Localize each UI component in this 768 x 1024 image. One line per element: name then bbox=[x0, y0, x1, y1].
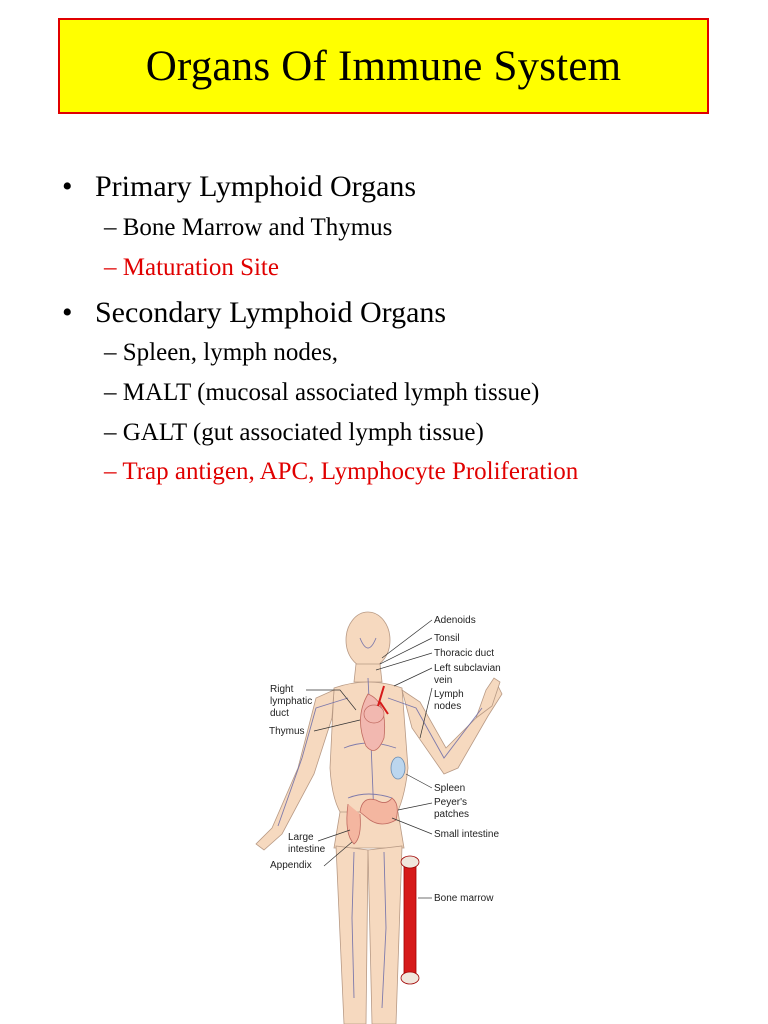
label-right-lymphatic: Right bbox=[270, 684, 294, 695]
sub-item-text: Bone Marrow and Thymus bbox=[122, 214, 393, 241]
sub-item-text: Trap antigen, APC, Lymphocyte Proliferation bbox=[122, 458, 579, 485]
label-left-subclavian: Left subclavian bbox=[434, 663, 501, 674]
sub-item bbox=[104, 379, 539, 407]
label-tonsil: Tonsil bbox=[434, 633, 460, 644]
dash-marker: – bbox=[104, 379, 117, 406]
dash-marker: – bbox=[104, 339, 117, 366]
bullet-secondary-text: Secondary Lymphoid Organs bbox=[95, 296, 447, 329]
page-title: Organs Of Immune System bbox=[145, 42, 622, 90]
bullet-primary bbox=[62, 170, 416, 204]
sub-item-text: GALT (gut associated lymph tissue) bbox=[122, 419, 484, 446]
sub-item bbox=[104, 254, 279, 282]
label-right-lymphatic-2: lymphatic bbox=[270, 696, 313, 707]
dash-marker: – bbox=[104, 214, 117, 241]
label-thymus: Thymus bbox=[269, 726, 305, 737]
label-bone-marrow: Bone marrow bbox=[434, 893, 494, 904]
sub-item-text: Maturation Site bbox=[122, 254, 279, 281]
bullet-secondary bbox=[62, 296, 446, 330]
label-right-lymphatic-3: duct bbox=[270, 708, 289, 719]
label-adenoids: Adenoids bbox=[434, 615, 476, 626]
sub-item bbox=[104, 339, 338, 367]
label-peyers: Peyer's bbox=[434, 797, 468, 808]
dash-marker: – bbox=[104, 254, 117, 281]
dash-marker: – bbox=[104, 458, 117, 485]
label-large-intestine-2: intestine bbox=[288, 844, 326, 855]
bullet-marker: • bbox=[62, 296, 73, 329]
label-lymph-nodes: Lymph bbox=[434, 689, 464, 700]
label-lymph-nodes-2: nodes bbox=[434, 701, 462, 712]
sub-item-text: MALT (mucosal associated lymph tissue) bbox=[122, 379, 540, 406]
label-left-subclavian-2: vein bbox=[434, 675, 453, 686]
sub-item bbox=[104, 458, 578, 486]
title-banner bbox=[58, 18, 709, 114]
dash-marker: – bbox=[104, 419, 117, 446]
bullet-primary-text: Primary Lymphoid Organs bbox=[95, 170, 417, 203]
label-spleen: Spleen bbox=[434, 783, 466, 794]
label-small-intestine: Small intestine bbox=[434, 829, 500, 840]
label-peyers-2: patches bbox=[434, 809, 470, 820]
lymphatic-system-figure bbox=[236, 598, 528, 1024]
sub-item-text: Spleen, lymph nodes, bbox=[122, 339, 339, 366]
bullet-marker: • bbox=[62, 170, 73, 203]
sub-item bbox=[104, 419, 484, 447]
label-large-intestine: Large bbox=[288, 832, 314, 843]
sub-item bbox=[104, 214, 392, 242]
label-appendix: Appendix bbox=[270, 860, 312, 871]
label-thoracic-duct: Thoracic duct bbox=[434, 648, 495, 659]
